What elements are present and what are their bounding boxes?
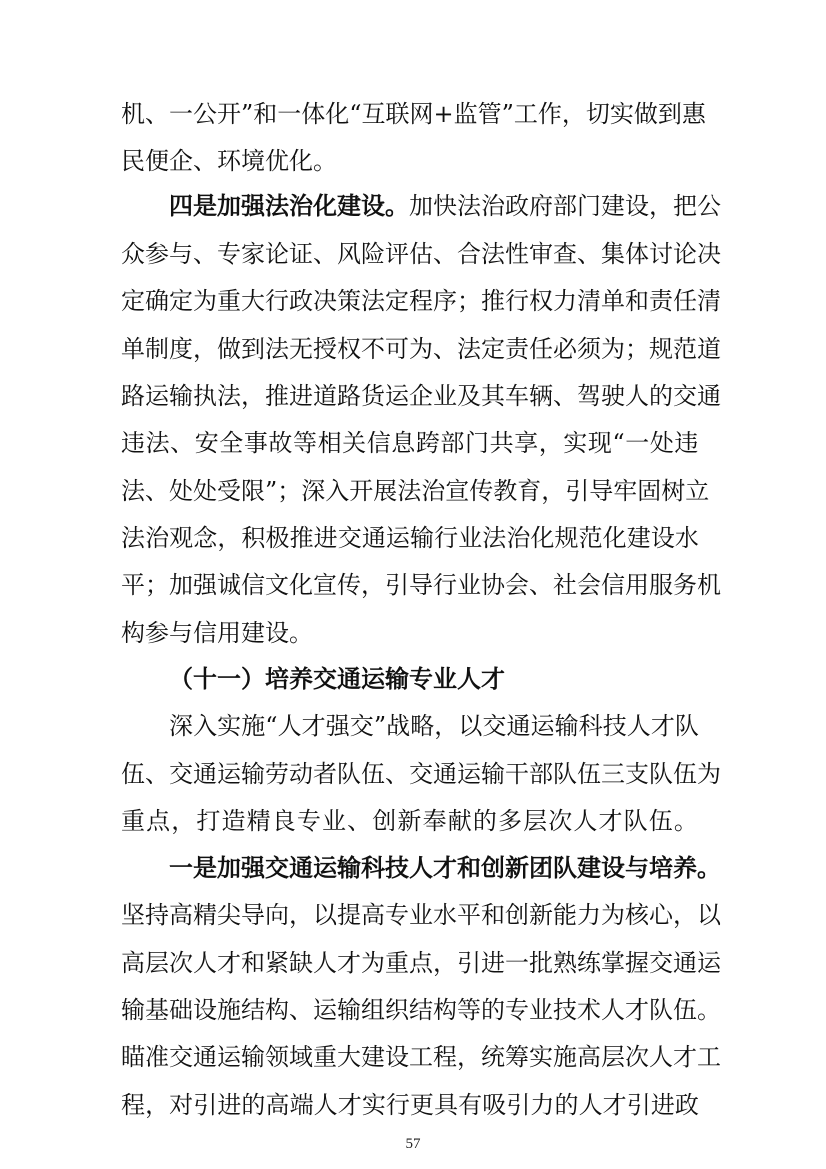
- text-line: 路运输执法，推进道路货运企业及其车辆、驾驶人的交通: [121, 382, 721, 410]
- text-line: 瞄准交通运输领域重大建设工程，统筹实施高层次人才工: [121, 1043, 721, 1071]
- section-heading: （十一）培养交通运输专业人才: [169, 664, 505, 693]
- paragraph-first-line: [169, 191, 721, 221]
- text-line: 伍、交通运输劳动者队伍、交通运输干部队伍三支队伍为: [121, 760, 721, 788]
- text-line: 程，对引进的高端人才实行更具有吸引力的人才引进政: [121, 1091, 699, 1119]
- text-line: 单制度，做到法无授权不可为、法定责任必须为；规范道: [121, 335, 721, 363]
- text-line: 机、一公开”和一体化“互联网+监管”工作，切实做到惠: [121, 100, 706, 128]
- paragraph-lead: 一是加强交通运输科技人才和创新团队建设与培养。: [169, 853, 721, 882]
- paragraph-first-line: 深入实施“人才强交”战略，以交通运输科技人才队: [169, 712, 699, 740]
- text-line: 众参与、专家论证、风险评估、合法性审查、集体讨论决: [121, 240, 721, 268]
- text-line: 构参与信用建设。: [121, 619, 313, 647]
- text-line: 定确定为重大行政决策法定程序；推行权力清单和责任清: [121, 287, 721, 315]
- text-line: 输基础设施结构、运输组织结构等的专业技术人才队伍。: [121, 996, 721, 1024]
- text-line: 坚持高精尖导向，以提高专业水平和创新能力为核心，以: [121, 901, 721, 929]
- text-line: 违法、安全事故等相关信息跨部门共享，实现“一处违: [121, 429, 699, 457]
- text-line: 法、处处受限”；深入开展法治宣传教育，引导牢固树立: [121, 477, 710, 505]
- paragraph-lead: 四是加强法治化建设。: [169, 191, 409, 220]
- text-line: 高层次人才和紧缺人才为重点，引进一批熟练掌握交通运: [121, 949, 721, 977]
- text-line: 重点，打造精良专业、创新奉献的多层次人才队伍。: [121, 807, 699, 835]
- text-line: 法治观念，积极推进交通运输行业法治化规范化建设水: [121, 524, 699, 552]
- page-number: 57: [405, 1136, 421, 1152]
- paragraph-text: 加快法治政府部门建设，把公: [409, 192, 721, 220]
- text-line: 平；加强诚信文化宣传，引导行业协会、社会信用服务机: [121, 571, 721, 599]
- text-line: 民便企、环境优化。: [121, 147, 337, 175]
